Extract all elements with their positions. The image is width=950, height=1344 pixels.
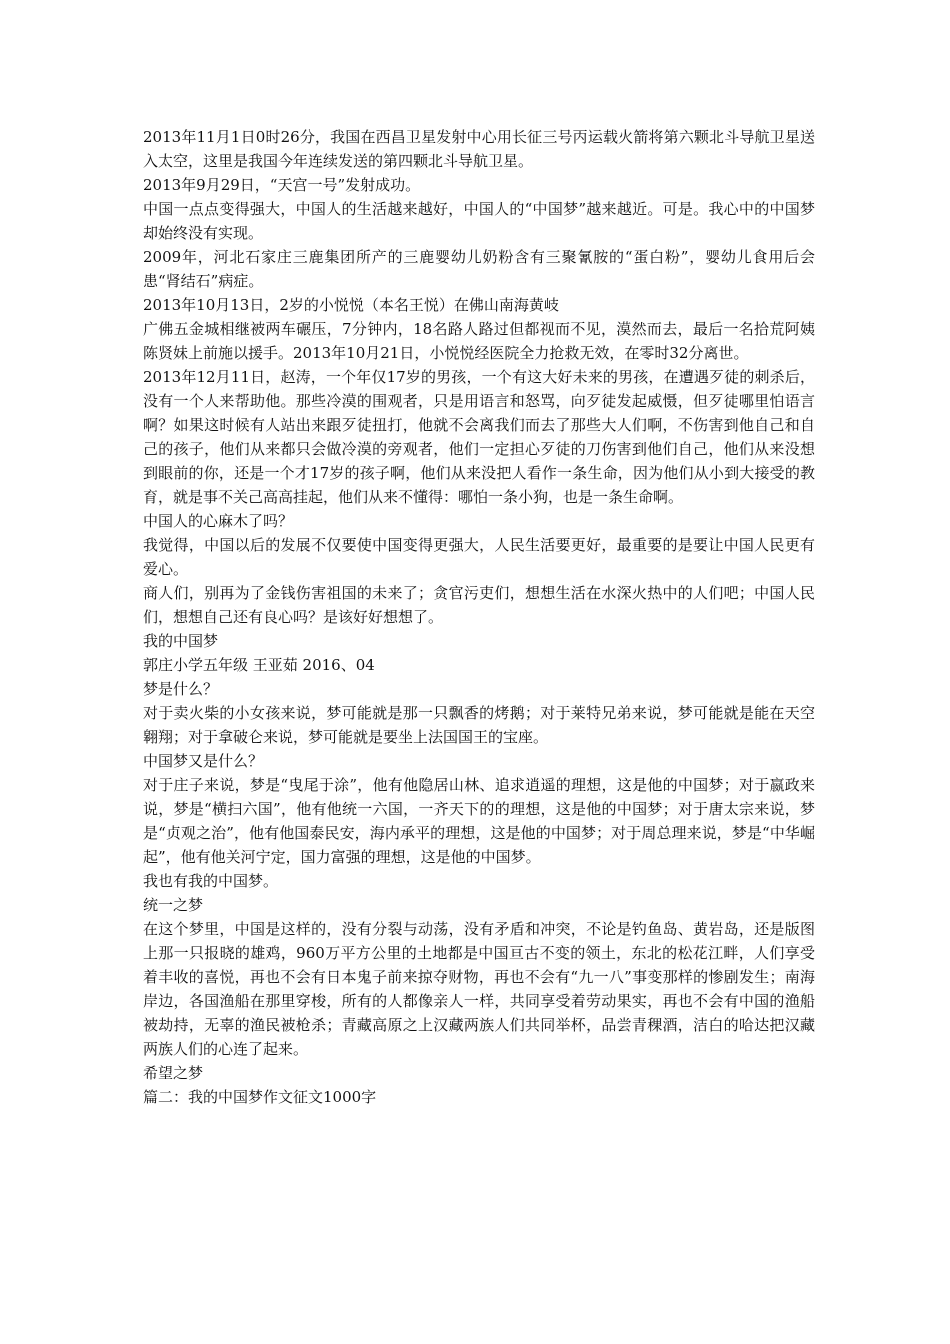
paragraph-merchants: 商人们，别再为了金钱伤害祖国的未来了；贪官污吏们，想想生活在水深火热中的人们吧；中国人民们，想想自己还有良心吗？是该好好想想了。 [143,584,815,626]
paragraph-beidou-launch: 2013年11月1日0时26分，我国在西昌卫星发射中心用长征三号丙运载火箭将第六颗北斗导航卫星送入太空，这里是我国今年连续发送的第四颗北斗导航卫星。 [143,128,815,170]
paragraph-china-stronger: 中国一点点变得强大，中国人的生活越来越好，中国人的“中国梦”越来越近。可是。我心中的中国梦却始终没有实现。 [143,200,815,242]
paragraph-xiaoyueyue-detail: 广佛五金城相继被两车碾压，7分钟内，18名路人路过但都视而不见，漠然而去，最后一名拾荒阿姨陈贤妹上前施以援手。2013年10月21日，小悦悦经医院全力抢救无效，在零时32分离世。 [143,320,815,362]
paragraph-xiaoyueyue-intro: 2013年10月13日，2岁的小悦悦（本名王悦）在佛山南海黄岐 [143,296,559,314]
section-heading-hope: 希望之梦 [143,1064,204,1082]
section-heading-unity: 统一之梦 [143,896,204,914]
next-article-title: 篇二：我的中国梦作文征文1000字 [143,1088,377,1106]
paragraph-zhaotao: 2013年12月11日，赵涛，一个年仅17岁的男孩，一个有这大好未来的男孩，在遭遇歹徒的刺杀后，没有一个人来帮助他。那些冷漠的围观者，只是用语言和怒骂，向歹徒发起威慑，但歹徒哪里怕语言啊？如果这时候有人站出来跟歹徒扭打，他就不会离我们而去了那些大人们啊，不伤害到他自己和自己的孩子，他们从来都只会做冷漠的旁观者，他们一定担心歹徒的刀伤害到他们自己，他们从来没想到眼前的你，还是一个才17岁的孩子啊，他们从来没把人看作一条生命，因为他们从小到大接受的教育，就是事不关己高高挂起，他们从来不懂得：哪怕一条小狗，也是一条生命啊。 [143,368,815,506]
paragraph-what-is-china-dream: 中国梦又是什么？ [143,752,264,770]
essay-title: 我的中国梦 [143,632,219,650]
paragraph-china-dream-examples: 对于庄子来说，梦是“曳尾于涂”，他有他隐居山林、追求逍遥的理想，这是他的中国梦；对于嬴政来说，梦是“横扫六国”，他有他统一六国，一齐天下的的理想，这是他的中国梦；对于唐太宗来说，梦是“贞观之治”，他有他国泰民安，海内承平的理想，这是他的中国梦；对于周总理来说，梦是“中华崛起”，他有他关河宁定，国力富强的理想，这是他的中国梦。 [143,776,815,866]
essay-author-line: 郭庄小学五年级 王亚茹 2016、04 [143,656,375,674]
paragraph-sanlu-milk: 2009年，河北石家庄三鹿集团所产的三鹿婴幼儿奶粉含有三聚氰胺的“蛋白粉”，婴幼儿食用后会患“肾结石”病症。 [143,248,815,290]
paragraph-question-numb: 中国人的心麻木了吗？ [143,512,294,530]
paragraph-unity-dream: 在这个梦里，中国是这样的，没有分裂与动荡，没有矛盾和冲突，不论是钓鱼岛、黄岩岛，还是版图上那一只报晓的雄鸡，960万平方公里的土地都是中国亘古不变的领土，东北的松花江畔，人们享受着丰收的喜悦，再也不会有日本鬼子前来掠夺财物，再也不会有“九一八”事变那样的惨剧发生；南海岸边，各国渔船在那里穿梭，所有的人都像亲人一样，共同享受着劳动果实，再也不会有中国的渔船被劫持，无辜的渔民被枪杀；青藏高原之上汉藏两族人们共同举杯，品尝青稞酒，洁白的哈达把汉藏两族人们的心连了起来。 [143,920,815,1058]
paragraph-tiangong: 2013年9月29日，“天宫一号”发射成功。 [143,176,421,194]
document-body [143,125,815,1109]
paragraph-i-think: 我觉得，中国以后的发展不仅要使中国变得更强大，人民生活要更好，最重要的是要让中国人民更有爱心。 [143,536,815,578]
paragraph-i-also-have: 我也有我的中国梦。 [143,872,279,890]
paragraph-dream-examples: 对于卖火柴的小女孩来说，梦可能就是那一只飘香的烤鹅；对于莱特兄弟来说，梦可能就是能在天空翱翔；对于拿破仑来说，梦可能就是要坐上法国国王的宝座。 [143,704,815,746]
paragraph-what-is-dream: 梦是什么？ [143,680,219,698]
